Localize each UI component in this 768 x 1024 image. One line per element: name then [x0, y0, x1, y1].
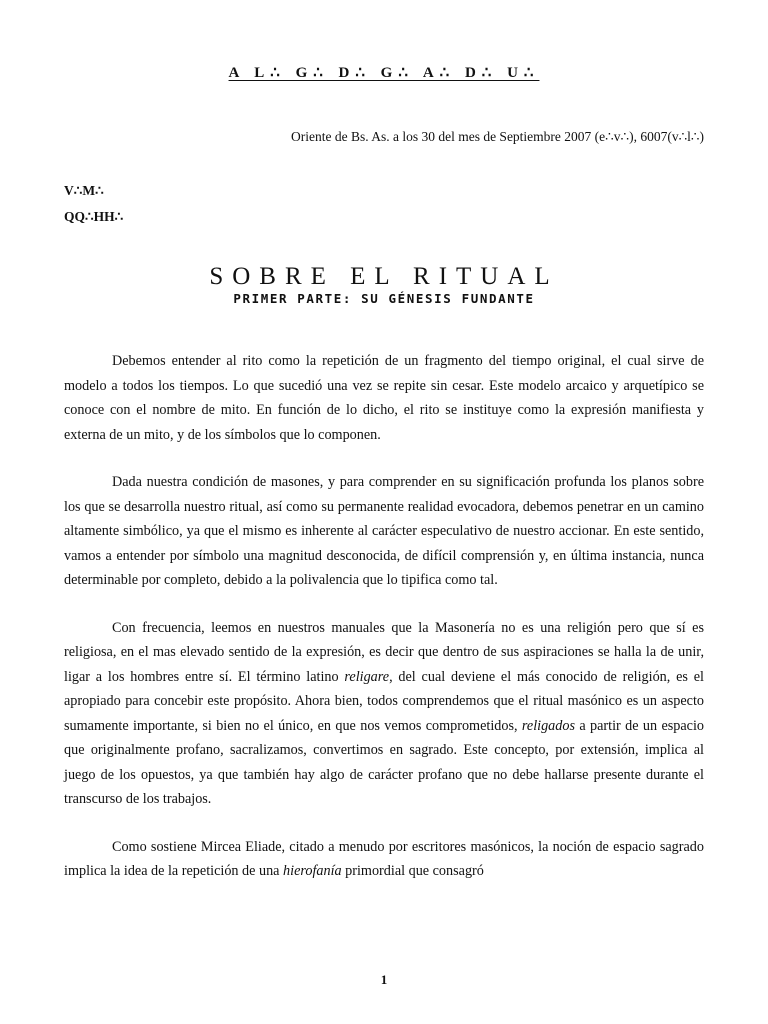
body-paragraph — [64, 616, 704, 812]
document-subtitle: PRIMER PARTE: SU GÉNESIS FUNDANTE — [233, 291, 535, 306]
paragraph-text: a partir de un espacio que originalmente profano, sacralizamos, convertimos en sagrado. Este concepto, por extensión, implica al juego de los opuestos, ya que también hay algo de carácter profano que no debe hallarse presente durante el transcurso de los trabajos. — [64, 717, 704, 807]
paragraph-text: Como sostiene Mircea Eliade, citado a menudo por escritores masónicos, la noción de espacio sagrado implica la idea de la repetición de una — [64, 838, 704, 879]
salutation-line-1: V∴M∴ — [64, 183, 104, 198]
italic-term: religare — [344, 668, 390, 685]
paragraph-text: primordial que consagró — [341, 863, 484, 879]
document-title: SOBRE EL RITUAL — [209, 263, 559, 290]
paragraph-text: Debemos entender al rito como la repetición de un fragmento del tiempo original, el cual sirve de modelo a todos los tiempos. Lo que sucedió una vez se repite sin cesar. Este modelo arcaico y arquetípico se conoce con el nombre de mito. En función de lo dicho, el rito se instituye como la expresión manifiesta y externa de un mito, y de los símbolos que lo componen. — [64, 353, 704, 443]
body-text — [64, 349, 704, 884]
italic-term: religados — [521, 717, 575, 734]
body-paragraph — [64, 835, 704, 884]
body-paragraph — [64, 470, 704, 593]
body-paragraph — [64, 349, 704, 447]
salutation-line-2: QQ∴HH∴ — [64, 209, 124, 224]
italic-term: hierofanía — [283, 863, 342, 879]
lodge-header-text: A L∴ G∴ D∴ G∴ A∴ D∴ U∴ — [228, 65, 540, 81]
page-number: 1 — [380, 972, 388, 987]
paragraph-text: Con frecuencia, leemos en nuestros manuales que la Masonería no es una religión pero que sí es religiosa, en el mas elevado sentido de la expresión, es decir que dentro de sus aspiraciones se halla la de unir, ligar a los hombres entre sí. El término latino — [64, 619, 704, 685]
lodge-header-title — [0, 63, 768, 82]
paragraph-text: , del cual deviene el más conocido de religión, es el apropiado para concebir este propósito. Ahora bien, todos comprendemos que el ritual masónico es un aspecto sumamente importante, si bien no el único, en que nos vemos comprometidos, — [64, 668, 704, 734]
paragraph-text: Dada nuestra condición de masones, y para comprender en su significación profunda los planos sobre los que se desarrolla nuestro ritual, así como su permanente realidad evocadora, debemos penetrar en un camino altamente simbólico, ya que el mismo es inherente al carácter especulativo de nuestro accionar. En este sentido, vamos a entender por símbolo una magnitud desconocida, de difícil comprensión y, en última instancia, nunca determinable por completo, debido a la polivalencia que lo tipifica como tal. — [64, 474, 704, 588]
date-line: Oriente de Bs. As. a los 30 del mes de Septiembre 2007 (e∴v∴), 6007(v∴l∴) — [290, 129, 704, 144]
